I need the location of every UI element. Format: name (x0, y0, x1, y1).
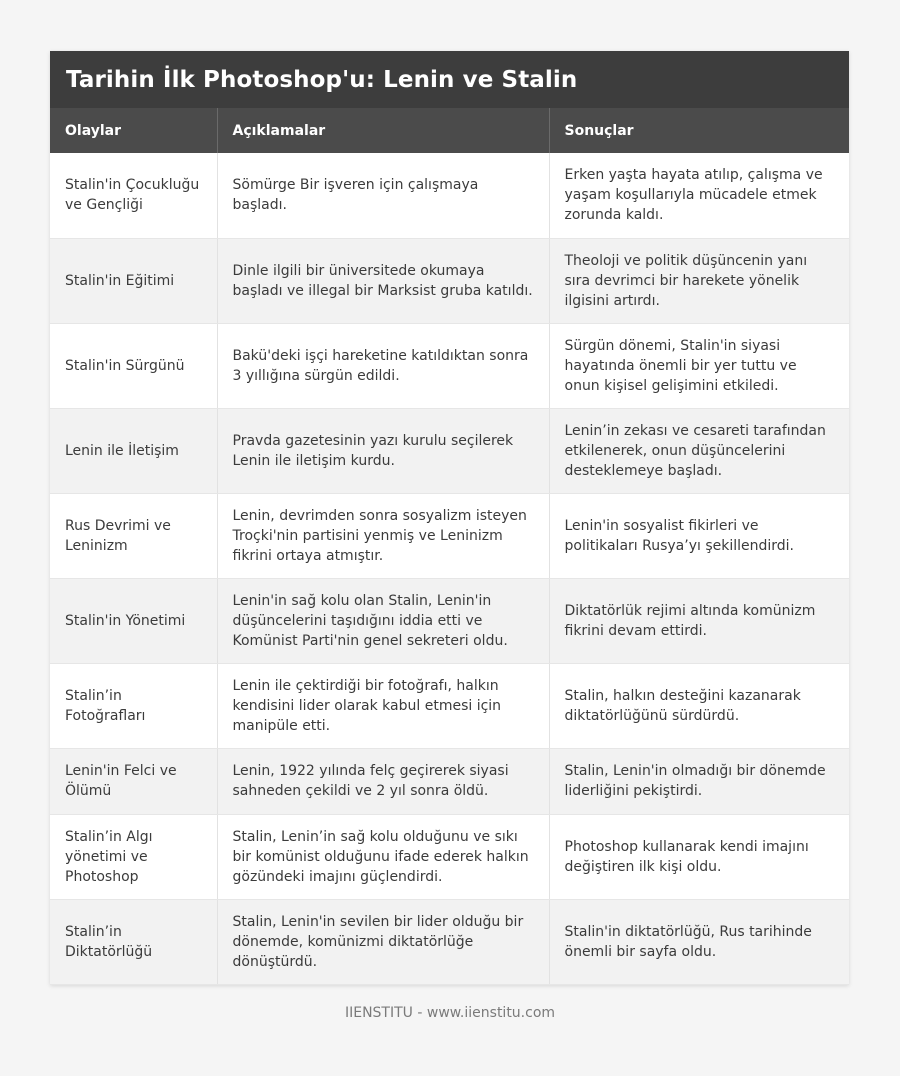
cell-event: Lenin ile İletişim (50, 408, 217, 493)
cell-event: Stalin’in Diktatörlüğü (50, 899, 217, 984)
cell-description: Sömürge Bir işveren için çalışmaya başladı. (217, 153, 549, 238)
header-events: Olaylar (50, 108, 217, 153)
cell-description: Dinle ilgili bir üniversitede okumaya başladı ve illegal bir Marksist gruba katıldı. (217, 238, 549, 323)
cell-event: Lenin'in Felci ve Ölümü (50, 748, 217, 814)
cell-event: Stalin'in Yönetimi (50, 578, 217, 663)
table-row (50, 323, 849, 408)
cell-event: Stalin’in Fotoğrafları (50, 663, 217, 748)
cell-description: Stalin, Lenin’in sağ kolu olduğunu ve sıkı bir komünist olduğunu ifade ederek halkın gözündeki imajını güçlendirdi. (217, 814, 549, 899)
header-results: Sonuçlar (549, 108, 849, 153)
table-row (50, 814, 849, 899)
footer-credit: IIENSTITU - www.iienstitu.com (344, 1005, 556, 1021)
cell-result: Theoloji ve politik düşüncenin yanı sıra devrimci bir harekete yönelik ilgisini artırdı. (549, 238, 849, 323)
cell-event: Stalin’in Algı yönetimi ve Photoshop (50, 814, 217, 899)
cell-result: Sürgün dönemi, Stalin'in siyasi hayatında önemli bir yer tuttu ve onun kişisel gelişimini etkiledi. (549, 323, 849, 408)
table-row (50, 748, 849, 814)
table-row (50, 408, 849, 493)
cell-description: Pravda gazetesinin yazı kurulu seçilerek Lenin ile iletişim kurdu. (217, 408, 549, 493)
table-row (50, 578, 849, 663)
table-header-row (50, 108, 849, 153)
cell-event: Stalin'in Çocukluğu ve Gençliği (50, 153, 217, 238)
page-title: Tarihin İlk Photoshop'u: Lenin ve Stalin (66, 66, 578, 93)
events-table (50, 108, 849, 985)
cell-description: Lenin, devrimden sonra sosyalizm isteyen Troçki'nin partisini yenmiş ve Leninizm fikrini ortaya atmıştır. (217, 493, 549, 578)
cell-event: Stalin'in Eğitimi (50, 238, 217, 323)
table-row (50, 899, 849, 984)
cell-event: Stalin'in Sürgünü (50, 323, 217, 408)
cell-description: Lenin ile çektirdiği bir fotoğrafı, halkın kendisini lider olarak kabul etmesi için manipüle etti. (217, 663, 549, 748)
table-row (50, 153, 849, 238)
table-row (50, 238, 849, 323)
title-bar (50, 51, 849, 108)
cell-result: Lenin’in zekası ve cesareti tarafından etkilenerek, onun düşüncelerini desteklemeye başladı. (549, 408, 849, 493)
cell-result: Erken yaşta hayata atılıp, çalışma ve yaşam koşullarıyla mücadele etmek zorunda kaldı. (549, 153, 849, 238)
cell-description: Bakü'deki işçi hareketine katıldıktan sonra 3 yıllığına sürgün edildi. (217, 323, 549, 408)
cell-event: Rus Devrimi ve Leninizm (50, 493, 217, 578)
table-row (50, 493, 849, 578)
cell-description: Lenin'in sağ kolu olan Stalin, Lenin'in düşüncelerini taşıdığını iddia etti ve Komünist Parti'nin genel sekreteri oldu. (217, 578, 549, 663)
cell-description: Lenin, 1922 yılında felç geçirerek siyasi sahneden çekildi ve 2 yıl sonra öldü. (217, 748, 549, 814)
table-card (50, 51, 849, 985)
cell-result: Diktatörlük rejimi altında komünizm fikrini devam ettirdi. (549, 578, 849, 663)
table-row (50, 663, 849, 748)
cell-result: Stalin'in diktatörlüğü, Rus tarihinde önemli bir sayfa oldu. (549, 899, 849, 984)
cell-result: Stalin, halkın desteğini kazanarak diktatörlüğünü sürdürdü. (549, 663, 849, 748)
cell-result: Lenin'in sosyalist fikirleri ve politikaları Rusya’yı şekillendirdi. (549, 493, 849, 578)
header-descriptions: Açıklamalar (217, 108, 549, 153)
cell-result: Stalin, Lenin'in olmadığı bir dönemde liderliğini pekiştirdi. (549, 748, 849, 814)
cell-result: Photoshop kullanarak kendi imajını değiştiren ilk kişi oldu. (549, 814, 849, 899)
cell-description: Stalin, Lenin'in sevilen bir lider olduğu bir dönemde, komünizmi diktatörlüğe dönüştürdü. (217, 899, 549, 984)
